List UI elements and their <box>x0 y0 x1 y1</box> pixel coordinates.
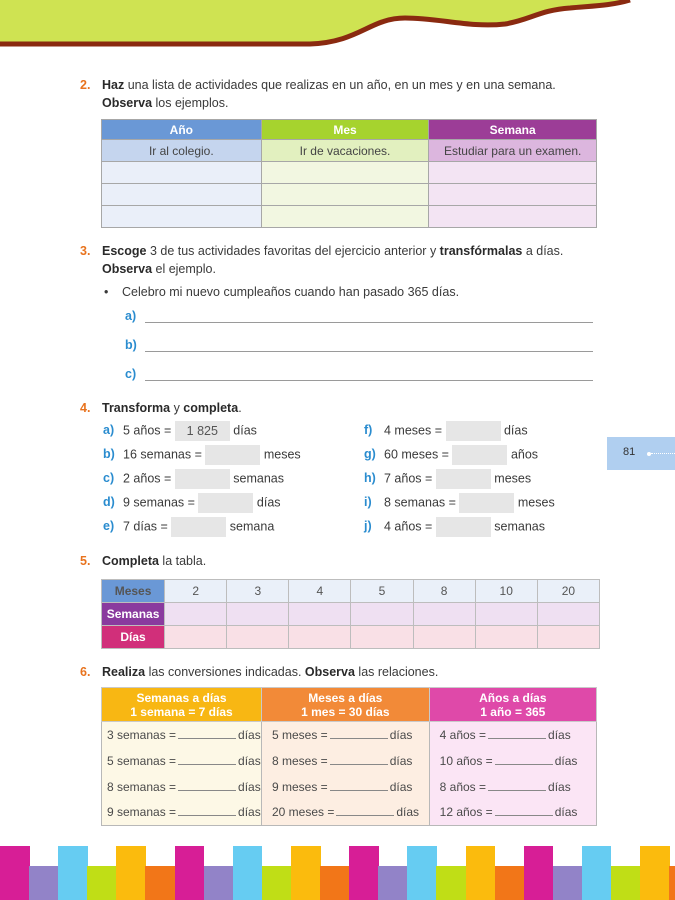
answer-blank[interactable] <box>330 780 388 791</box>
dias-input-cell[interactable] <box>413 626 475 649</box>
meses-cell: 20 <box>537 580 599 603</box>
answer-blank[interactable] <box>178 728 236 739</box>
answer-label-b: b) <box>125 338 137 352</box>
footer-bar <box>291 846 321 900</box>
footer-bar <box>320 866 350 900</box>
dias-input-cell[interactable] <box>227 626 289 649</box>
dias-input-cell[interactable] <box>537 626 599 649</box>
footer-bar <box>0 846 30 900</box>
answer-cell-ano-1[interactable] <box>102 162 262 184</box>
answer-cell-semana-2[interactable] <box>429 184 597 206</box>
semanas-input-cell[interactable] <box>537 603 599 626</box>
semanas-input-cell[interactable] <box>475 603 537 626</box>
footer-bar <box>669 866 675 900</box>
answer-box-e[interactable] <box>171 517 226 537</box>
header-mes: Mes <box>261 120 429 140</box>
dias-input-cell[interactable] <box>289 626 351 649</box>
header-semanas-a-dias: Semanas a días 1 semana = 7 días <box>102 688 262 722</box>
header-meses-a-dias: Meses a días 1 mes = 30 días <box>261 688 429 722</box>
answer-box-j[interactable] <box>436 517 491 537</box>
ex4-item-e: e) 7 días = semana <box>103 517 274 537</box>
ex4-item-g: g) 60 meses = años <box>364 445 538 465</box>
header-semana: Semana <box>429 120 597 140</box>
answer-blank[interactable] <box>488 728 546 739</box>
answer-box-a[interactable]: 1 825 <box>175 421 230 441</box>
meses-cell: 2 <box>165 580 227 603</box>
table-row: 9 semanas = días 20 meses = días 12 años = días <box>102 800 597 826</box>
answer-cell-semana-1[interactable] <box>429 162 597 184</box>
footer-bar <box>349 846 379 900</box>
ex4-item-d: d) 9 semanas = días <box>103 493 281 513</box>
ex4-item-h: h) 7 años = meses <box>364 469 531 489</box>
answer-box-g[interactable] <box>452 445 507 465</box>
table-row: 8 semanas = días 9 meses = días 8 años = días <box>102 774 597 800</box>
answer-cell-semana-3[interactable] <box>429 206 597 228</box>
ex4-number: 4. <box>80 401 91 415</box>
footer-bar <box>262 866 292 900</box>
ex3-example: • Celebro mi nuevo cumpleaños cuando han pasado 365 días. <box>104 285 460 299</box>
dotted-line <box>651 453 675 454</box>
answer-box-b[interactable] <box>205 445 260 465</box>
answer-blank[interactable] <box>178 805 236 816</box>
semanas-input-cell[interactable] <box>227 603 289 626</box>
table-row: 5 semanas = días 8 meses = días 10 años = días <box>102 748 597 774</box>
footer-bar <box>466 846 496 900</box>
example-ano: Ir al colegio. <box>102 140 262 162</box>
activities-table <box>101 119 597 228</box>
meses-cell: 4 <box>289 580 351 603</box>
ex4-item-b: b) 16 semanas = meses <box>103 445 301 465</box>
answer-blank[interactable] <box>495 805 553 816</box>
semanas-input-cell[interactable] <box>289 603 351 626</box>
answer-cell-ano-2[interactable] <box>102 184 262 206</box>
meses-cell: 5 <box>351 580 413 603</box>
answer-cell-mes-3[interactable] <box>261 206 429 228</box>
meses-cell: 8 <box>413 580 475 603</box>
answer-line-c[interactable] <box>145 380 593 381</box>
ex6-instructions: 6. Realiza las conversiones indicadas. Observa las relaciones. <box>80 665 439 679</box>
ex4-item-j: j) 4 años = semanas <box>364 517 545 537</box>
answer-line-b[interactable] <box>145 351 593 352</box>
table-row <box>102 184 597 206</box>
ex5-instructions: 5. Completa la tabla. <box>80 554 207 568</box>
answer-blank[interactable] <box>495 754 553 765</box>
header-anos-a-dias: Años a días 1 año = 365 <box>429 688 596 722</box>
answer-cell-mes-2[interactable] <box>261 184 429 206</box>
footer-color-bars-decoration <box>0 846 675 900</box>
footer-bar <box>116 846 146 900</box>
answer-box-d[interactable] <box>198 493 253 513</box>
footer-bar <box>640 846 670 900</box>
answer-blank[interactable] <box>330 754 388 765</box>
semanas-input-cell[interactable] <box>351 603 413 626</box>
footer-bar <box>145 866 175 900</box>
dias-input-cell[interactable] <box>165 626 227 649</box>
table-row: 3 semanas = días 5 meses = días 4 años = días <box>102 722 597 748</box>
semanas-input-cell[interactable] <box>165 603 227 626</box>
conversions-table <box>101 687 597 826</box>
footer-bar <box>407 846 437 900</box>
footer-bar <box>582 846 612 900</box>
header-ano: Año <box>102 120 262 140</box>
table-row <box>102 162 597 184</box>
row-header-semanas: Semanas <box>102 603 165 626</box>
months-conversion-table <box>101 579 600 649</box>
footer-bar <box>611 866 641 900</box>
header-wave-decoration <box>0 0 675 50</box>
ex4-item-i: i) 8 semanas = meses <box>364 493 555 513</box>
meses-cell: 3 <box>227 580 289 603</box>
answer-cell-ano-3[interactable] <box>102 206 262 228</box>
footer-bar <box>175 846 205 900</box>
ex2-instructions: 2. Haz una lista de actividades que realizas en un año, en un mes y en una semana. Observa los ejemplos. <box>80 78 556 110</box>
footer-bar <box>87 866 117 900</box>
answer-label-a: a) <box>125 309 137 323</box>
meses-cell: 10 <box>475 580 537 603</box>
answer-cell-mes-1[interactable] <box>261 162 429 184</box>
ex3-number: 3. <box>80 244 91 258</box>
answer-blank[interactable] <box>178 780 236 791</box>
example-mes: Ir de vacaciones. <box>261 140 429 162</box>
bullet-icon: • <box>104 285 109 299</box>
footer-bar <box>29 866 59 900</box>
footer-bar <box>58 846 88 900</box>
answer-box-c[interactable] <box>175 469 230 489</box>
footer-bar <box>436 866 466 900</box>
dias-input-cell[interactable] <box>475 626 537 649</box>
answer-line-a[interactable] <box>145 322 593 323</box>
answer-blank[interactable] <box>330 728 388 739</box>
ex4-item-c: c) 2 años = semanas <box>103 469 284 489</box>
footer-bar <box>524 846 554 900</box>
dias-input-cell[interactable] <box>351 626 413 649</box>
page-number-tab <box>607 437 675 470</box>
ex3-instructions: 3. Escoge 3 de tus actividades favoritas del ejercicio anterior y transfórmalas a días. Observa el ejemplo. <box>80 244 564 276</box>
page-number: 81 <box>623 446 636 458</box>
row-header-meses: Meses <box>102 580 165 603</box>
footer-bar <box>378 866 408 900</box>
semanas-input-cell[interactable] <box>413 603 475 626</box>
answer-blank[interactable] <box>178 754 236 765</box>
footer-bar <box>553 866 583 900</box>
answer-blank[interactable] <box>336 805 394 816</box>
answer-label-c: c) <box>125 367 137 381</box>
footer-bar <box>495 866 525 900</box>
ex6-number: 6. <box>80 665 91 679</box>
table-row <box>102 206 597 228</box>
answer-blank[interactable] <box>488 780 546 791</box>
ex4-instructions: 4. Transforma y completa. <box>80 401 242 415</box>
ex4-item-a: a) 5 años = 1 825 días <box>103 421 257 441</box>
example-semana: Estudiar para un examen. <box>429 140 597 162</box>
footer-bar <box>204 866 234 900</box>
answer-box-i[interactable] <box>459 493 514 513</box>
row-header-dias: Días <box>102 626 165 649</box>
ex5-number: 5. <box>80 554 91 568</box>
ex2-number: 2. <box>80 78 91 92</box>
ex4-item-f: f) 4 meses = días <box>364 421 528 441</box>
answer-box-f[interactable] <box>446 421 501 441</box>
answer-box-h[interactable] <box>436 469 491 489</box>
footer-bar <box>233 846 263 900</box>
